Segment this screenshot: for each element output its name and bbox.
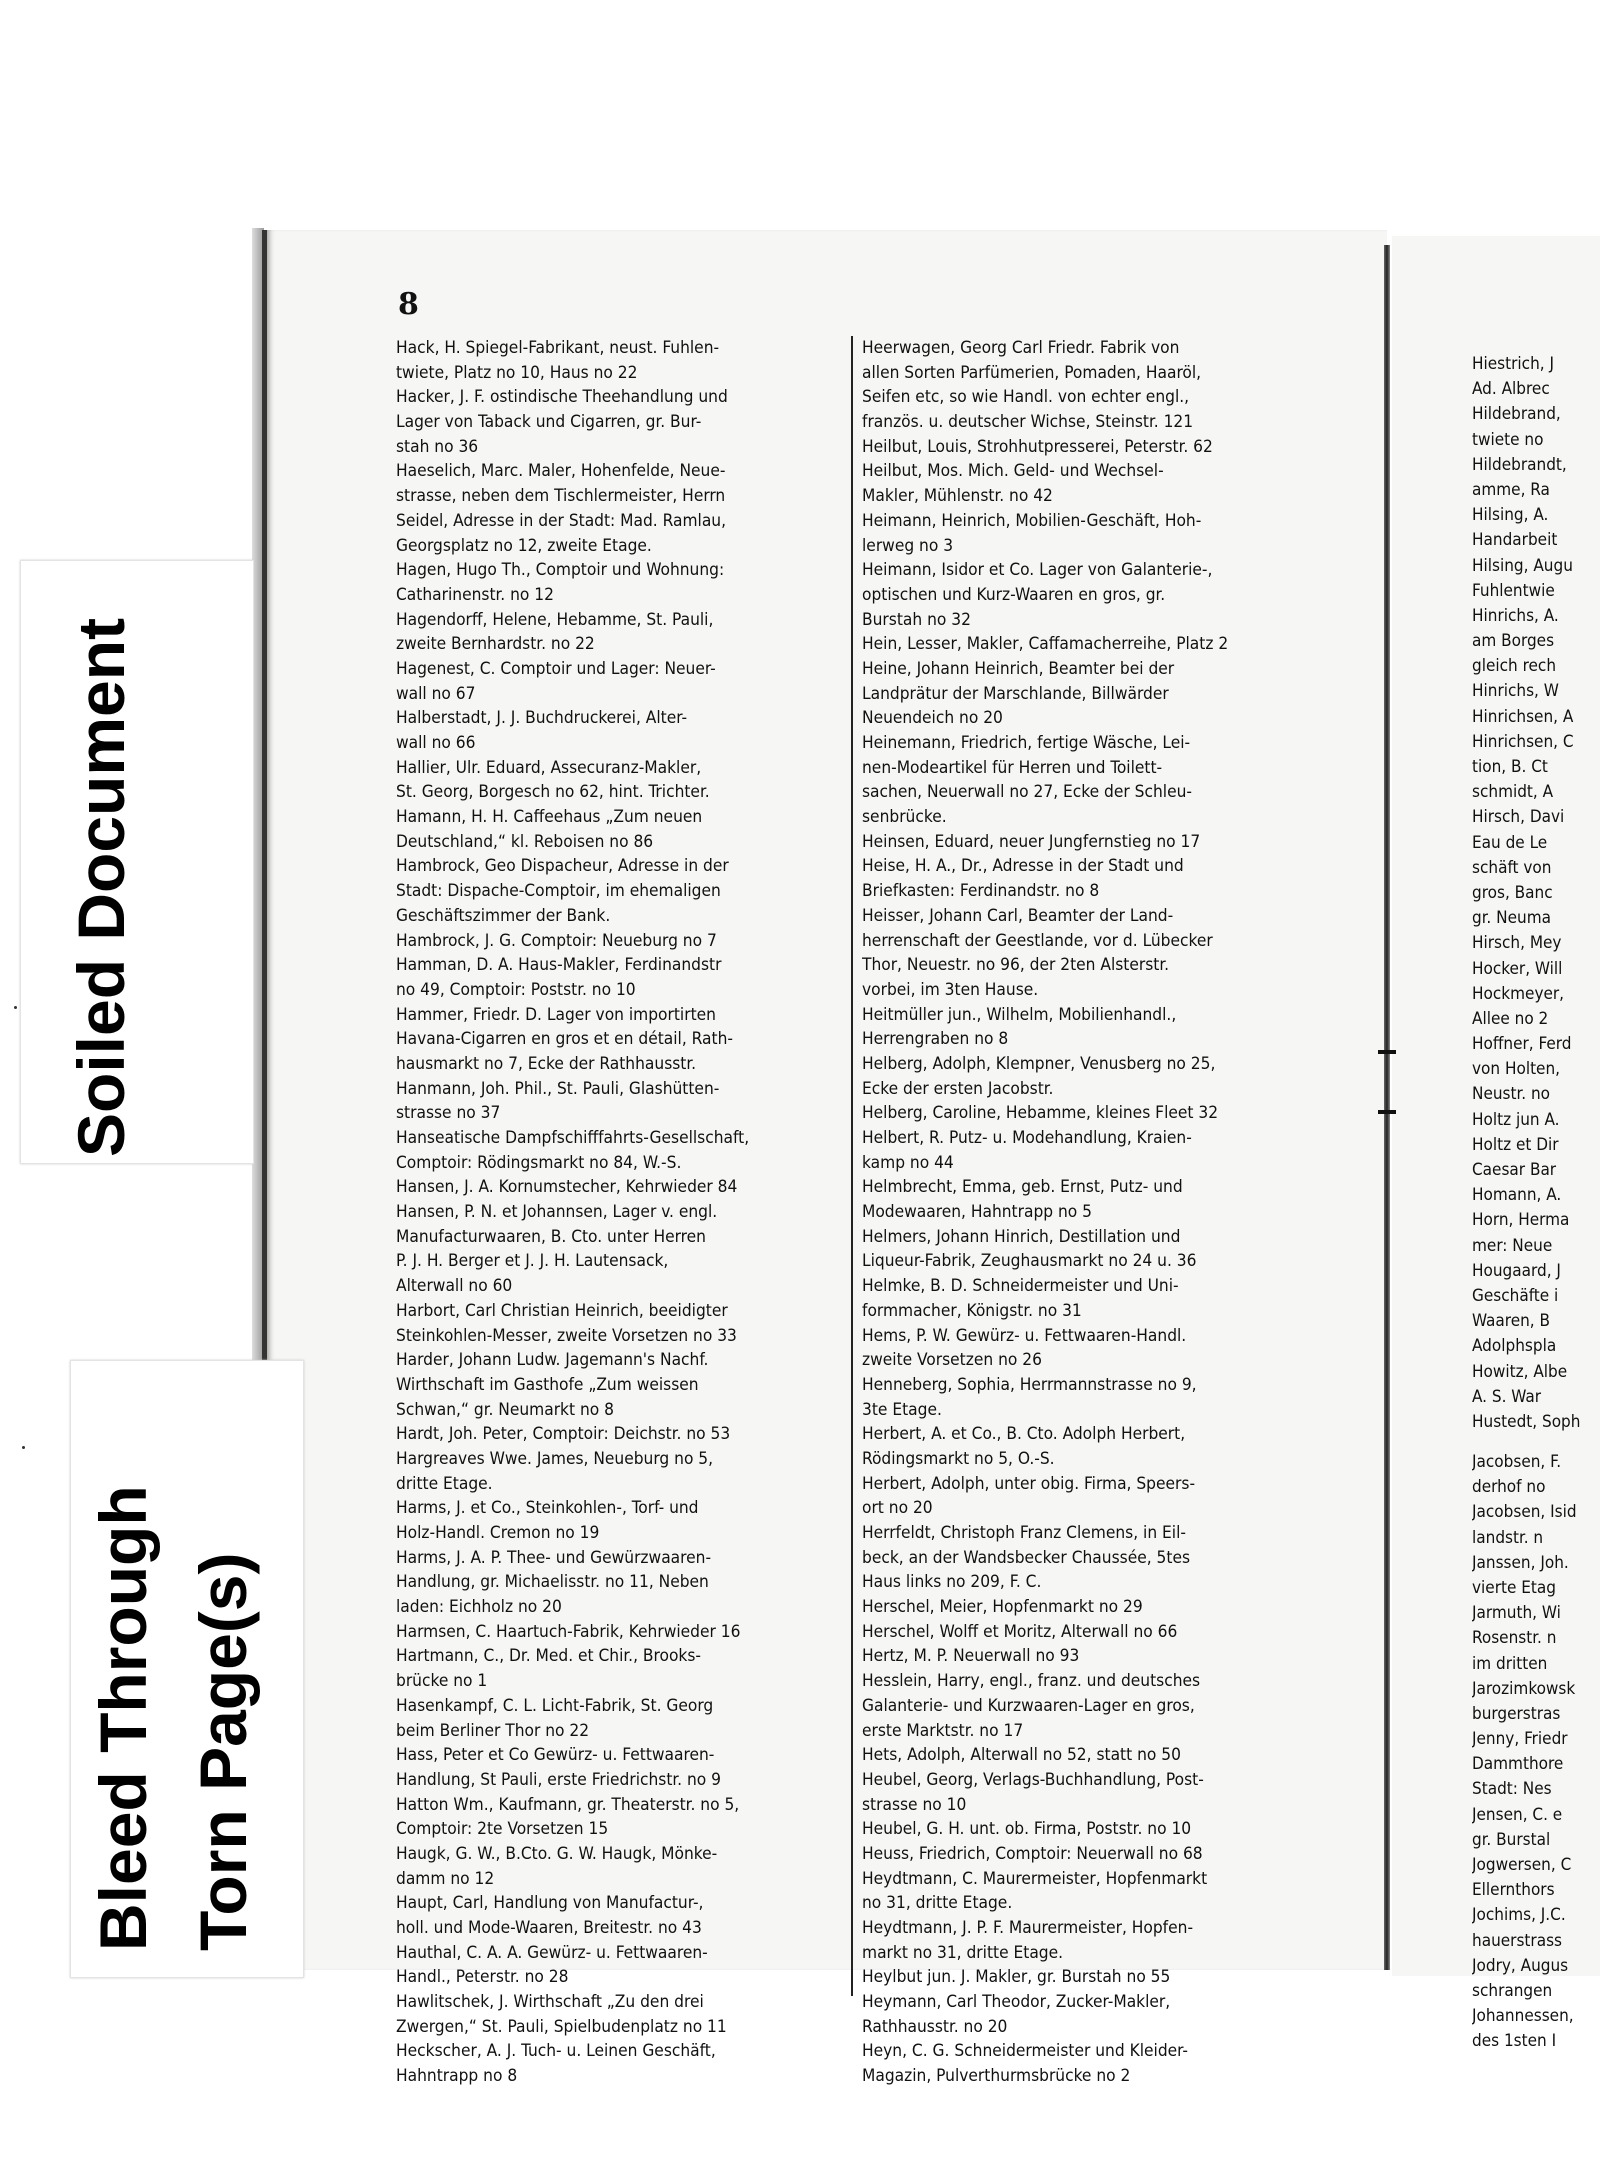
directory-entry-line: Schwan,“ gr. Neumarkt no 8 — [396, 1399, 614, 1420]
directory-entry-line: P. J. H. Berger et J. J. H. Lautensack, — [396, 1251, 669, 1272]
directory-entry-line: Georgsplatz no 12, zweite Etage. — [396, 535, 652, 556]
adjacent-entry-line: Rosenstr. n — [1472, 1628, 1557, 1649]
directory-entry-line: Herbert, Adolph, unter obig. Firma, Speers- — [862, 1473, 1196, 1494]
directory-entry-line: Henneberg, Sophia, Herrmannstrasse no 9, — [862, 1374, 1197, 1395]
directory-entry-line: Hahntrapp no 8 — [396, 2066, 518, 2087]
directory-entry-line: Seidel, Adresse in der Stadt: Mad. Ramlau, — [396, 510, 727, 531]
directory-entry-line: dritte Etage. — [396, 1473, 493, 1494]
column-divider — [851, 336, 853, 1996]
adjacent-entry-line: Waaren, B — [1472, 1311, 1551, 1332]
directory-entry-line: Heinemann, Friedrich, fertige Wäsche, Lei- — [862, 733, 1191, 753]
directory-entry-line: Hammer, Friedr. D. Lager von importirten — [396, 1004, 716, 1025]
adjacent-entry-line: Jenny, Friedr — [1472, 1729, 1568, 1750]
directory-entry-line: St. Georg, Borgesch no 62, hint. Trichter. — [396, 782, 710, 803]
adjacent-entry-line: im dritten — [1472, 1653, 1548, 1674]
adjacent-entry-line: Hocker, Will — [1472, 958, 1563, 979]
adjacent-entry-line: Hiestrich, J — [1472, 354, 1554, 374]
adjacent-entry-line: Caesar Bar — [1472, 1160, 1557, 1180]
directory-entry-line: Hansen, P. N. et Johannsen, Lager v. engl. — [396, 1202, 718, 1223]
directory-entry-line: Haugk, G. W., B.Cto. G. W. Haugk, Mönke- — [396, 1843, 718, 1864]
directory-entry-line: Neuendeich no 20 — [862, 708, 1003, 729]
directory-entry-line: Heydtmann, J. P. F. Maurermeister, Hopfen- — [862, 1918, 1194, 1938]
directory-entry-line: Briefkasten: Ferdinandstr. no 8 — [862, 881, 1100, 902]
directory-entry-line: Hets, Adolph, Alterwall no 52, statt no 50 — [862, 1745, 1181, 1766]
directory-entry-line: Lager von Taback und Cigarren, gr. Bur- — [396, 412, 702, 433]
directory-entry-line: Hatton Wm., Kaufmann, gr. Theaterstr. no 5, — [396, 1794, 740, 1815]
directory-entry-line: Heine, Johann Heinrich, Beamter bei der — [862, 658, 1175, 679]
adjacent-entry-line: Hinrichs, A. — [1472, 605, 1559, 626]
soiled-document-tag — [20, 560, 254, 1164]
adjacent-entry-line: Jensen, C. e — [1472, 1804, 1563, 1825]
directory-entry-line: Halberstadt, J. J. Buchdruckerei, Alter- — [396, 708, 688, 729]
directory-entry-line: Catharinenstr. no 12 — [396, 584, 554, 605]
directory-entry-line: Heylbut jun. J. Makler, gr. Burstah no 55 — [862, 1967, 1171, 1988]
directory-entry-line: Heilbut, Mos. Mich. Geld- und Wechsel- — [862, 461, 1164, 482]
adjacent-entry-line: hauerstrass — [1472, 1930, 1563, 1951]
directory-entry-line: Holz-Handl. Cremon no 19 — [396, 1523, 600, 1543]
adjacent-entry-line: Hinrichsen, A — [1472, 706, 1574, 727]
adjacent-entry-line: Holtz et Dir — [1472, 1134, 1559, 1155]
adjacent-entry-line: gleich rech — [1472, 656, 1557, 677]
directory-entry-line: Havana-Cigarren en gros et en détail, Rath- — [396, 1029, 733, 1050]
directory-entry-line: Rathhausstr. no 20 — [862, 2016, 1008, 2037]
speck — [14, 1006, 17, 1009]
directory-entry-line: laden: Eichholz no 20 — [396, 1597, 562, 1618]
adjacent-entry-line: tion, B. Ct — [1472, 757, 1548, 777]
right-column — [862, 336, 1310, 2089]
directory-entry-line: Hertz, M. P. Neuerwall no 93 — [862, 1646, 1080, 1667]
adjacent-entry-line: Dammthore — [1472, 1754, 1564, 1775]
adjacent-entry-line: Horn, Herma — [1472, 1210, 1570, 1231]
directory-entry-line: strasse no 37 — [396, 1103, 501, 1124]
directory-entry-line: Deutschland,“ kl. Reboisen no 86 — [396, 831, 654, 852]
directory-entry-line: kamp no 44 — [862, 1152, 954, 1173]
directory-entry-line: Hagen, Hugo Th., Comptoir und Wohnung: — [396, 560, 725, 581]
adjacent-entry-line: gros, Banc — [1472, 882, 1553, 903]
adjacent-entry-line: Eau de Le — [1472, 832, 1548, 853]
directory-entry-line: Herrengraben no 8 — [862, 1029, 1009, 1050]
adjacent-entry-line: gr. Neuma — [1472, 908, 1551, 929]
adjacent-entry-line: Handarbeit — [1472, 530, 1558, 551]
adjacent-entry-line: am Borges — [1472, 631, 1555, 652]
directory-entry-line: Stadt: Dispache-Comptoir, im ehemaligen — [396, 881, 721, 902]
directory-entry-line: Heinsen, Eduard, neuer Jungfernstieg no 17 — [862, 831, 1201, 852]
directory-entry-line: Hesslein, Harry, engl., franz. und deutsches — [862, 1671, 1201, 1692]
bleed-through-label: Bleed Through — [86, 1485, 160, 1951]
adjacent-entry-line: Hougaard, J — [1472, 1260, 1561, 1281]
directory-entry-line: wall no 67 — [396, 683, 476, 704]
directory-entry-line: no 31, dritte Etage. — [862, 1893, 1013, 1914]
bleed-torn-tag — [70, 1360, 304, 1978]
adjacent-entry-line: mer: Neue — [1472, 1235, 1553, 1256]
adjacent-entry-line: A. S. War — [1472, 1386, 1541, 1407]
directory-entry-line: Hamman, D. A. Haus-Makler, Ferdinandstr — [396, 955, 722, 976]
directory-entry-line: Heimann, Heinrich, Mobilien-Geschäft, Hoh- — [862, 510, 1202, 531]
directory-entry-line: Hansen, J. A. Kornumstecher, Kehrwieder 84 — [396, 1177, 738, 1198]
adjacent-entry-line: twiete no — [1472, 429, 1544, 450]
adjacent-entry-line: Hilsing, A. — [1472, 505, 1549, 526]
directory-entry-line: Hagendorff, Helene, Hebamme, St. Pauli, — [396, 609, 714, 630]
directory-entry-line: vorbei, im 3ten Hause. — [862, 979, 1039, 1000]
adjacent-entry-line: Jarozimkowsk — [1472, 1678, 1576, 1699]
adjacent-entry-line: Homann, A. — [1472, 1185, 1562, 1206]
directory-entry-line: Heuss, Friedrich, Comptoir: Neuerwall no 68 — [862, 1843, 1203, 1864]
directory-entry-line: Haeselich, Marc. Maler, Hohenfelde, Neue- — [396, 461, 726, 482]
directory-entry-line: Heydtmann, C. Maurermeister, Hopfenmarkt — [862, 1868, 1208, 1889]
directory-entry-line: Herschel, Wolff et Moritz, Alterwall no 66 — [862, 1621, 1178, 1642]
directory-entry-line: Heubel, Georg, Verlags-Buchhandlung, Post- — [862, 1769, 1204, 1790]
directory-entry-line: Herrfeldt, Christoph Franz Clemens, in Eil- — [862, 1523, 1186, 1543]
directory-entry-line: Hawlitschek, J. Wirthschaft „Zu den drei — [396, 1992, 704, 2013]
directory-entry-line: Hambrock, Geo Dispacheur, Adresse in der — [396, 856, 729, 877]
directory-entry-line: Galanterie- und Kurzwaaren-Lager en gros, — [862, 1695, 1195, 1716]
directory-entry-line: 3te Etage. — [862, 1399, 942, 1420]
left-column — [396, 336, 844, 2089]
directory-entry-line: Geschäftszimmer der Bank. — [396, 905, 611, 926]
directory-entry-line: Comptoir: 2te Vorsetzen 15 — [396, 1819, 609, 1840]
directory-entry-line: Heilbut, Louis, Strohhutpresserei, Peterstr. 62 — [862, 436, 1213, 457]
adjacent-entry-line: Hildebrand, — [1472, 404, 1561, 425]
fold-mark — [1378, 1110, 1396, 1114]
directory-entry-line: Helberg, Adolph, Klempner, Venusberg no 25, — [862, 1053, 1216, 1074]
directory-entry-line: no 49, Comptoir: Poststr. no 10 — [396, 979, 636, 1000]
directory-entry-line: Heitmüller jun., Wilhelm, Mobilienhandl., — [862, 1004, 1177, 1025]
adjacent-entry-line: des 1sten I — [1472, 2031, 1557, 2052]
directory-entry-line: Handlung, St Pauli, erste Friedrichstr. no 9 — [396, 1769, 722, 1790]
directory-entry-line: Hems, P. W. Gewürz- u. Fettwaaren-Handl. — [862, 1325, 1187, 1346]
directory-entry-line: brücke no 1 — [396, 1671, 488, 1692]
adjacent-entry-line: Stadt: Nes — [1472, 1779, 1552, 1800]
directory-entry-line: Thor, Neuestr. no 96, der 2ten Alsterstr. — [862, 955, 1170, 976]
directory-entry-line: markt no 31, dritte Etage. — [862, 1942, 1064, 1963]
adjacent-entry-line: Johannessen, — [1472, 2006, 1574, 2027]
adjacent-entry-line: Jacobsen, Isid — [1472, 1502, 1577, 1523]
adjacent-entry-line: Hinrichs, W — [1472, 681, 1559, 702]
directory-entry-line: Makler, Mühlenstr. no 42 — [862, 486, 1053, 507]
adjacent-entry-line: Neustr. no — [1472, 1084, 1550, 1105]
adjacent-entry-line: vierte Etag — [1472, 1577, 1556, 1598]
adjacent-entry-line: Jacobsen, F. — [1472, 1452, 1562, 1472]
adjacent-entry-line: Hilsing, Augu — [1472, 555, 1573, 576]
directory-entry-line: französ. u. deutscher Wichse, Steinstr. 121 — [862, 412, 1194, 433]
directory-entry-line: Heimann, Isidor et Co. Lager von Galanterie-, — [862, 560, 1213, 581]
adjacent-page-column-bottom — [1472, 1450, 1600, 2055]
adjacent-entry-line: burgerstras — [1472, 1703, 1561, 1724]
directory-entry-line: nen-Modeartikel für Herren und Toilett- — [862, 757, 1163, 778]
page-fold — [1384, 245, 1390, 1970]
directory-entry-line: Heymann, Carl Theodor, Zucker-Makler, — [862, 1992, 1171, 2013]
directory-entry-line: strasse, neben dem Tischlermeister, Herrn — [396, 486, 726, 507]
directory-entry-line: senbrücke. — [862, 807, 947, 828]
directory-entry-line: Harms, J. et Co., Steinkohlen-, Torf- und — [396, 1498, 699, 1519]
directory-entry-line: Helberg, Caroline, Hebamme, kleines Fleet 32 — [862, 1103, 1219, 1124]
directory-entry-line: Helmke, B. D. Schneidermeister und Uni- — [862, 1276, 1179, 1297]
directory-entry-line: Hardt, Joh. Peter, Comptoir: Deichstr. no 53 — [396, 1424, 731, 1445]
directory-entry-line: optischen und Kurz-Waaren en gros, gr. — [862, 584, 1166, 605]
adjacent-entry-line: Jochims, J.C. — [1472, 1905, 1566, 1926]
directory-entry-line: Harms, J. A. P. Thee- und Gewürzwaaren- — [396, 1547, 712, 1568]
directory-entry-line: Harmsen, C. Haartuch-Fabrik, Kehrwieder 16 — [396, 1621, 741, 1642]
directory-entry-line: Heise, H. A., Dr., Adresse in der Stadt und — [862, 856, 1184, 877]
directory-entry-line: Helmers, Johann Hinrich, Destillation und — [862, 1226, 1181, 1247]
adjacent-entry-line: Ellernthors — [1472, 1880, 1555, 1901]
adjacent-entry-line: Hockmeyer, — [1472, 983, 1565, 1004]
directory-entry-line: Harder, Johann Ludw. Jagemann's Nachf. — [396, 1350, 709, 1371]
adjacent-entry-line: Geschäfte i — [1472, 1285, 1559, 1306]
adjacent-entry-line: Hildebrandt, — [1472, 454, 1567, 475]
directory-entry-line: Hartmann, C., Dr. Med. et Chir., Brooks- — [396, 1646, 701, 1667]
directory-entry-line: erste Marktstr. no 17 — [862, 1720, 1024, 1741]
directory-entry-line: Helmbrecht, Emma, geb. Ernst, Putz- und — [862, 1177, 1183, 1198]
adjacent-entry-line: Hirsch, Davi — [1472, 807, 1565, 828]
adjacent-entry-line: landstr. n — [1472, 1527, 1544, 1548]
directory-entry-line: sachen, Neuerwall no 27, Ecke der Schleu- — [862, 782, 1192, 803]
adjacent-entry-line: schmidt, A — [1472, 782, 1554, 803]
fold-mark — [1378, 1050, 1396, 1054]
directory-entry-line: Rödingsmarkt no 5, O.-S. — [862, 1448, 1055, 1469]
directory-entry-line: Hallier, Ulr. Eduard, Assecuranz-Makler, — [396, 757, 702, 778]
directory-entry-line: Hack, H. Spiegel-Fabrikant, neust. Fuhlen- — [396, 338, 720, 358]
directory-entry-line: Hein, Lesser, Makler, Caffamacherreihe, Platz 2 — [862, 634, 1229, 655]
directory-entry-line: Heisser, Johann Carl, Beamter der Land- — [862, 905, 1174, 926]
directory-entry-line: hausmarkt no 7, Ecke der Rathhausstr. — [396, 1053, 697, 1074]
directory-entry-line: Haus links no 209, F. C. — [862, 1572, 1042, 1593]
directory-entry-line: Handlung, gr. Michaelisstr. no 11, Neben — [396, 1572, 709, 1593]
directory-entry-line: Hacker, J. F. ostindische Theehandlung und — [396, 387, 728, 408]
directory-entry-line: allen Sorten Parfümerien, Pomaden, Haaröl, — [862, 362, 1202, 383]
directory-entry-line: Comptoir: Rödingsmarkt no 84, W.-S. — [396, 1152, 682, 1173]
page-number: 8 — [398, 287, 419, 322]
adjacent-entry-line: Howitz, Albe — [1472, 1361, 1568, 1382]
directory-entry-line: Hargreaves Wwe. James, Neueburg no 5, — [396, 1448, 714, 1469]
directory-entry-line: Magazin, Pulverthurmsbrücke no 2 — [862, 2066, 1131, 2087]
directory-entry-line: Wirthschaft im Gasthofe „Zum weissen — [396, 1374, 699, 1395]
directory-entry-line: Steinkohlen-Messer, zweite Vorsetzen no 33 — [396, 1325, 737, 1346]
directory-entry-line: Ecke der ersten Jacobstr. — [862, 1078, 1054, 1099]
adjacent-entry-line: Jodry, Augus — [1472, 1955, 1569, 1976]
directory-entry-line: Hambrock, J. G. Comptoir: Neueburg no 7 — [396, 930, 717, 951]
adjacent-entry-line: Fuhlentwie — [1472, 580, 1555, 601]
directory-entry-line: Hanseatische Dampfschifffahrts-Gesellschaft, — [396, 1128, 750, 1148]
directory-entry-line: Harbort, Carl Christian Heinrich, beeidigter — [396, 1300, 728, 1321]
directory-entry-line: Seifen etc, so wie Handl. von echter engl., — [862, 387, 1190, 408]
adjacent-entry-line: amme, Ra — [1472, 479, 1550, 500]
directory-entry-line: zweite Bernhardstr. no 22 — [396, 634, 595, 655]
adjacent-entry-line: Adolphspla — [1472, 1336, 1557, 1357]
adjacent-entry-line: schäft von — [1472, 857, 1552, 878]
adjacent-entry-line: Holtz jun A. — [1472, 1109, 1560, 1130]
directory-entry-line: Heubel, G. H. unt. ob. Firma, Poststr. no 10 — [862, 1819, 1192, 1840]
directory-entry-line: lerweg no 3 — [862, 535, 954, 556]
adjacent-entry-line: Hirsch, Mey — [1472, 933, 1562, 954]
adjacent-entry-line: Hinrichsen, C — [1472, 731, 1574, 752]
adjacent-entry-line: Jarmuth, Wi — [1472, 1603, 1561, 1624]
directory-entry-line: ort no 20 — [862, 1498, 933, 1519]
adjacent-entry-line: Hustedt, Soph — [1472, 1411, 1581, 1432]
directory-entry-line: Burstah no 32 — [862, 609, 971, 630]
adjacent-entry-line: derhof no — [1472, 1477, 1546, 1498]
speck — [22, 1446, 25, 1449]
directory-entry-line: Hauthal, C. A. A. Gewürz- u. Fettwaaren- — [396, 1942, 708, 1963]
directory-entry-line: Haupt, Carl, Handlung von Manufactur-, — [396, 1893, 704, 1914]
directory-entry-line: Modewaaren, Hahntrapp no 5 — [862, 1202, 1093, 1223]
directory-entry-line: formmacher, Königstr. no 31 — [862, 1300, 1082, 1321]
directory-entry-line: beim Berliner Thor no 22 — [396, 1720, 590, 1741]
directory-entry-line: Herschel, Meier, Hopfenmarkt no 29 — [862, 1597, 1143, 1618]
directory-entry-line: Herbert, A. et Co., B. Cto. Adolph Herbert, — [862, 1424, 1186, 1445]
directory-entry-line: Hagenest, C. Comptoir und Lager: Neuer- — [396, 658, 716, 679]
directory-entry-line: twiete, Platz no 10, Haus no 22 — [396, 362, 638, 383]
directory-entry-line: Hass, Peter et Co Gewürz- u. Fettwaaren- — [396, 1745, 715, 1766]
directory-entry-line: Alterwall no 60 — [396, 1276, 513, 1297]
directory-entry-line: Manufacturwaaren, B. Cto. unter Herren — [396, 1226, 706, 1247]
adjacent-entry-line: schrangen — [1472, 1980, 1553, 2001]
directory-entry-line: Heerwagen, Georg Carl Friedr. Fabrik von — [862, 338, 1180, 358]
directory-entry-line: Helbert, R. Putz- u. Modehandlung, Kraien- — [862, 1128, 1192, 1148]
directory-entry-line: Hamann, H. H. Caffeehaus „Zum neuen — [396, 807, 703, 828]
directory-entry-line: strasse no 10 — [862, 1794, 967, 1815]
directory-entry-line: Heyn, C. G. Schneidermeister und Kleider- — [862, 2041, 1188, 2062]
directory-entry-line: damm no 12 — [396, 1868, 495, 1889]
directory-entry-line: holl. und Mode-Waaren, Breitestr. no 43 — [396, 1918, 702, 1938]
adjacent-entry-line: gr. Burstal — [1472, 1829, 1551, 1850]
directory-entry-line: stah no 36 — [396, 436, 479, 457]
directory-entry-line: herrenschaft der Geestlande, vor d. Lübecker — [862, 930, 1213, 951]
directory-entry-line: Zwergen,“ St. Pauli, Spielbudenplatz no 11 — [396, 2016, 727, 2037]
directory-entry-line: Hanmann, Joh. Phil., St. Pauli, Glashütten- — [396, 1078, 720, 1099]
adjacent-entry-line: Ad. Albrec — [1472, 379, 1550, 400]
directory-entry-line: wall no 66 — [396, 733, 476, 753]
adjacent-entry-line: Allee no 2 — [1472, 1008, 1549, 1029]
directory-entry-line: Hasenkampf, C. L. Licht-Fabrik, St. Georg — [396, 1695, 714, 1716]
directory-entry-line: Heckscher, A. J. Tuch- u. Leinen Geschäft, — [396, 2041, 716, 2062]
adjacent-page-column-top — [1472, 352, 1600, 1435]
soiled-document-label: Soiled Document — [64, 617, 138, 1157]
adjacent-entry-line: von Holten, — [1472, 1059, 1561, 1080]
directory-entry-line: Landprätur der Marschlande, Billwärder — [862, 683, 1169, 704]
torn-pages-label: Torn Page(s) — [186, 1552, 260, 1951]
adjacent-entry-line: Jogwersen, C — [1472, 1855, 1572, 1875]
directory-entry-line: beck, an der Wandsbecker Chaussée, 5tes — [862, 1547, 1191, 1568]
directory-entry-line: Handl., Peterstr. no 28 — [396, 1967, 569, 1988]
directory-entry-line: zweite Vorsetzen no 26 — [862, 1350, 1042, 1371]
directory-entry-line: Liqueur-Fabrik, Zeughausmarkt no 24 u. 36 — [862, 1251, 1197, 1272]
adjacent-entry-line: Janssen, Joh. — [1472, 1552, 1569, 1573]
adjacent-entry-line: Hoffner, Ferd — [1472, 1034, 1572, 1055]
